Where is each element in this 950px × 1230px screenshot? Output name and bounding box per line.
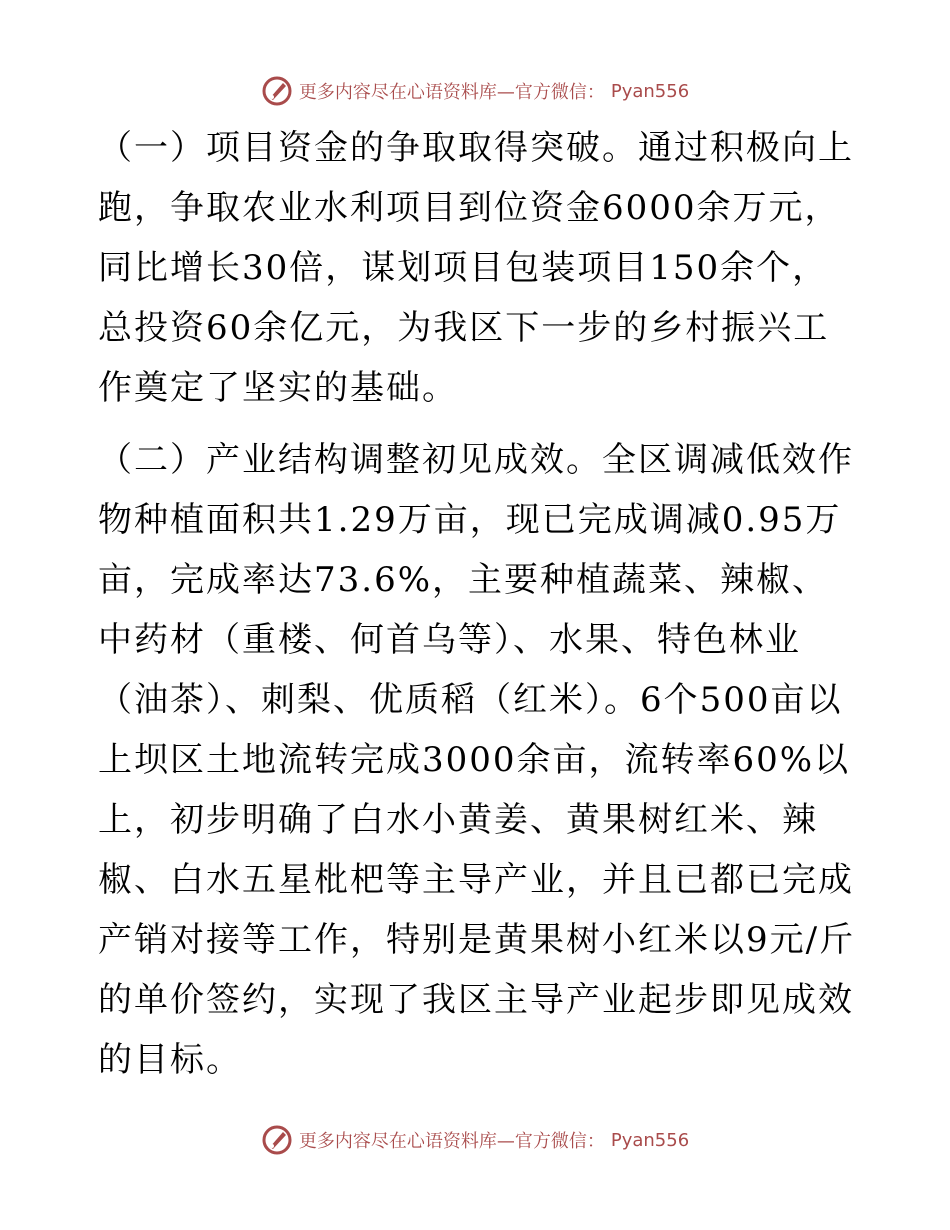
pen-nib-icon — [261, 75, 293, 107]
document-body — [98, 118, 858, 1090]
watermark-banner — [261, 1124, 689, 1156]
watermark-text: 更多内容尽在心语资料库—官方微信： — [298, 82, 605, 103]
watermark-wechat-id: Pyan556 — [610, 1129, 690, 1151]
watermark-text: 更多内容尽在心语资料库—官方微信： — [298, 1131, 605, 1152]
paragraph-funding: （一）项目资金的争取取得突破。通过积极向上跑，争取农业水利项目到位资金6000余万元，同比增长30倍，谋划项目包装项目150余个，总投资60余亿元，为我区下一步的乡村振兴工作奠定了坚实的基础。 — [98, 128, 854, 408]
footer-watermark — [0, 1120, 950, 1160]
watermark-banner — [261, 75, 689, 107]
watermark-wechat-id: Pyan556 — [610, 80, 690, 102]
pen-nib-icon — [261, 1124, 293, 1156]
header-watermark — [0, 71, 950, 111]
paragraph-industry: （二）产业结构调整初见成效。全区调减低效作物种植面积共1.29万亩，现已完成调减0.95万亩，完成率达73.6%，主要种植蔬菜、辣椒、中药材（重楼、何首乌等）、水果、特色林业（油茶）、刺梨、优质稻（红米）。6个500亩以上坝区土地流转完成3000余亩，流转率60%以上，初步明确了白水小黄姜、黄果树红米、辣椒、白水五星枇杷等主导产业，并且已都已完成产销对接等工作，特别是黄果树小红米以9元/斤的单价签约，实现了我区主导产业起步即见成效的目标。 — [98, 440, 856, 1080]
